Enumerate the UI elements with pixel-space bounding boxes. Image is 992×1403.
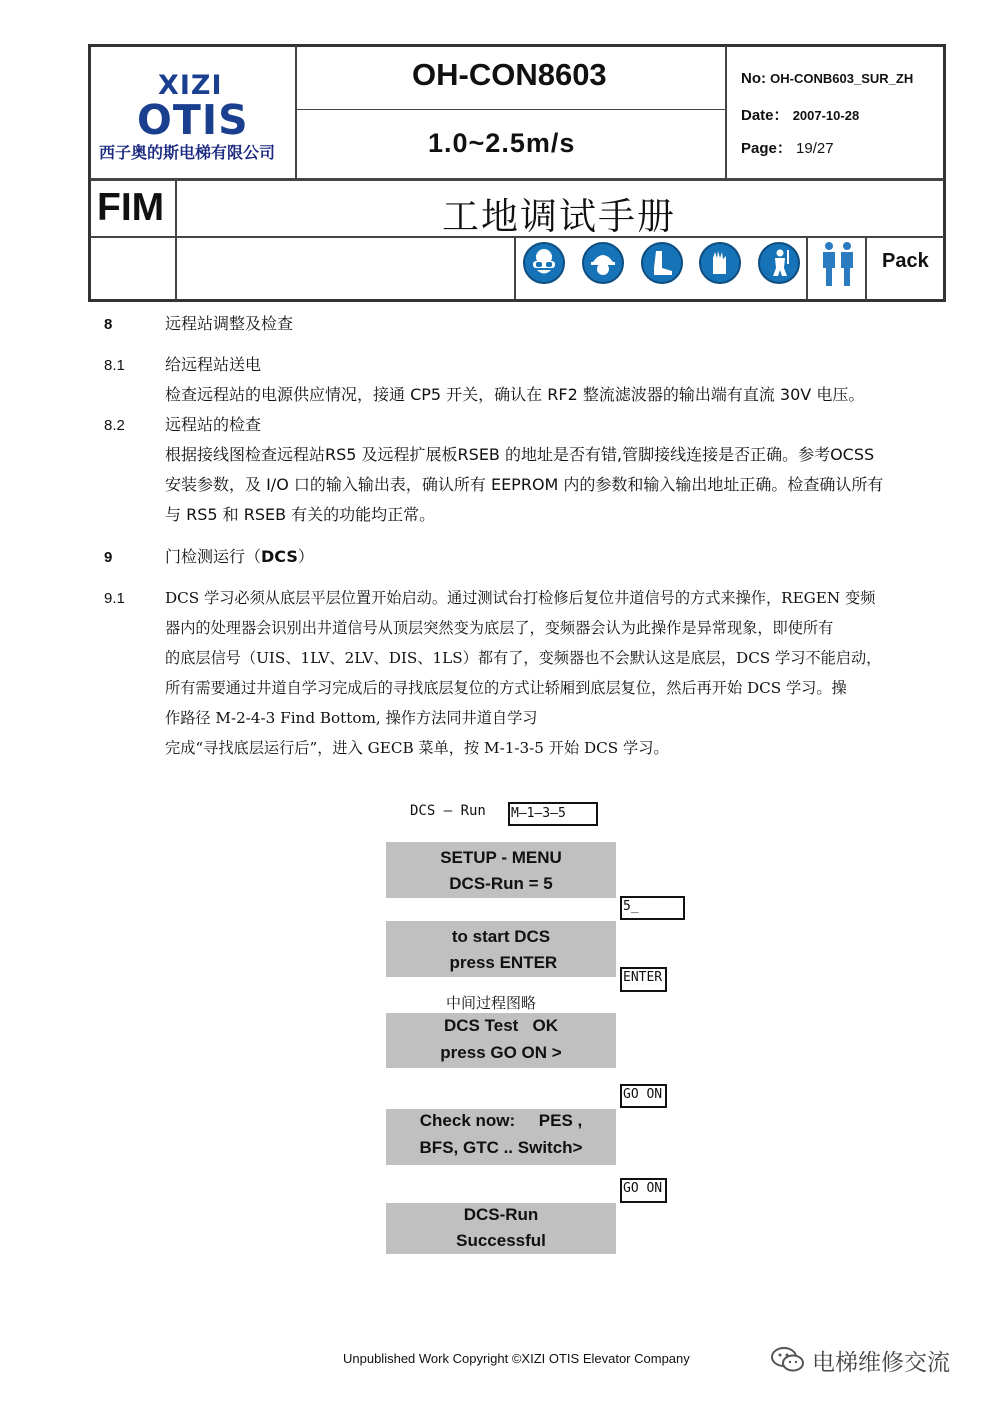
date-label: Date：	[741, 107, 789, 124]
diagram-label: DCS – Run	[410, 803, 486, 819]
lcd-screen	[386, 1109, 616, 1165]
lcd-line: Successful	[456, 1231, 546, 1250]
title-bold: DCS	[261, 547, 298, 566]
document-number: OH-CON8603	[412, 57, 607, 92]
copyright-footer: Unpublished Work Copyright ©XIZI OTIS Elevator Company	[343, 1351, 690, 1366]
company-name: 西子奥的斯电梯有限公司	[99, 143, 276, 162]
lcd-screen	[386, 1013, 616, 1068]
page-row	[741, 137, 834, 158]
page-title: 工地调试手册	[442, 195, 676, 238]
lcd-line: press GO ON >	[440, 1043, 562, 1062]
gloves-icon	[699, 242, 741, 284]
paragraph-line: 与 RS5 和 RSEB 有关的功能均正常。	[165, 505, 436, 524]
harness-icon	[758, 242, 800, 284]
two-persons-icon	[816, 240, 860, 290]
section-number: 8.2	[104, 417, 125, 434]
lcd-line: Check now: PES ,	[419, 1111, 583, 1130]
paragraph-line: DCS 学习必须从底层平层位置开始启动。通过测试台打检修后复位井道信号的方式来操作，REGEN 变频	[165, 589, 876, 607]
fim-label: FIM	[97, 186, 165, 229]
key-input-box: GO ON	[620, 1084, 667, 1108]
divider	[806, 238, 808, 300]
divider	[865, 238, 867, 300]
paragraph-line: 完成“寻找底层运行后”，进入 GECB 菜单，按 M-1-3-5 开始 DCS 学习。	[165, 739, 669, 757]
lcd-line: DCS-Run = 5	[449, 874, 553, 893]
logo-xizi: XIZI	[158, 70, 223, 101]
lcd-line: to start DCS	[451, 927, 551, 946]
watermark: 电梯维修交流	[812, 1350, 950, 1376]
speed-range: 1.0~2.5m/s	[428, 128, 576, 158]
no-value: OH-CONB603_SUR_ZH	[770, 71, 914, 86]
logo-otis: OTIS	[137, 96, 249, 144]
no-label: No:	[741, 70, 766, 87]
safety-goggles-icon	[523, 242, 565, 284]
divider	[90, 178, 944, 181]
lcd-line: press ENTER	[444, 953, 558, 972]
section-number: 9	[104, 549, 113, 566]
menu-path-box: M–1–3–5	[508, 802, 598, 826]
section-title: 远程站的检查	[165, 415, 262, 434]
lcd-line: DCS-Run	[463, 1205, 539, 1224]
wechat-icon	[770, 1345, 806, 1375]
hard-hat-icon	[582, 242, 624, 284]
section-number: 9.1	[104, 590, 125, 607]
paragraph-line: 的底层信号（UIS、1LV、2LV、DIS、1LS）都有了，变频器也不会默认这是底层，DCS 学习不能启动，	[165, 649, 882, 667]
key-input-box: ENTER	[620, 967, 667, 992]
lcd-screen	[386, 921, 616, 977]
section-title: 远程站调整及检查	[165, 314, 294, 333]
divider	[514, 238, 516, 300]
safety-boots-icon	[641, 242, 683, 284]
paragraph-line: 器内的处理器会识别出井道信号从顶层突然变为底层了，变频器会认为此操作是异常现象，即使所有	[165, 619, 834, 637]
title-pre: 门检测运行（	[165, 547, 262, 566]
key-input-box: 5_	[620, 896, 685, 920]
doc-no-row	[741, 70, 913, 87]
divider	[295, 46, 297, 178]
lcd-line: DCS Test OK	[444, 1016, 558, 1035]
lcd-screen	[386, 1203, 616, 1254]
section-number: 8	[104, 316, 113, 333]
paragraph-line: 所有需要通过井道自学习完成后的寻找底层复位的方式让轿厢到底层复位，然后再开始 DCS 学习。操	[165, 679, 847, 697]
section-number: 8.1	[104, 357, 125, 374]
divider	[175, 180, 177, 300]
section-title	[165, 542, 314, 572]
lcd-line: SETUP - MENU	[440, 848, 562, 867]
page-label: Page：	[741, 140, 792, 157]
paragraph-line: 安装参数，及 I/O 口的输入输出表，确认所有 EEPROM 内的参数和输入输出地址正确。检查确认所有	[165, 475, 884, 494]
key-input-box: GO ON	[620, 1178, 667, 1203]
lcd-screen	[386, 842, 616, 898]
pack-label: Pack	[882, 250, 929, 272]
paragraph-line: 作路径 M-2-4-3 Find Bottom, 操作方法同井道自学习	[165, 709, 538, 727]
paragraph-line: 根据接线图检查远程站RS5 及远程扩展板RSEB 的地址是否有错,管脚接线连接是否正确。参考OCSS	[165, 445, 875, 464]
section-title: 给远程站送电	[165, 355, 262, 374]
lcd-line: BFS, GTC .. Switch>	[419, 1138, 583, 1157]
divider	[297, 109, 725, 110]
diagram-note: 中间过程图略	[446, 994, 537, 1012]
date-value: 2007-10-28	[792, 108, 860, 123]
paragraph: 检查远程站的电源供应情况，接通 CP5 开关，确认在 RF2 整流滤波器的输出端有直流 30V 电压。	[165, 385, 865, 404]
divider	[725, 46, 727, 178]
date-row	[741, 104, 859, 125]
title-post: ）	[297, 547, 314, 566]
page-value: 19/27	[796, 140, 834, 157]
